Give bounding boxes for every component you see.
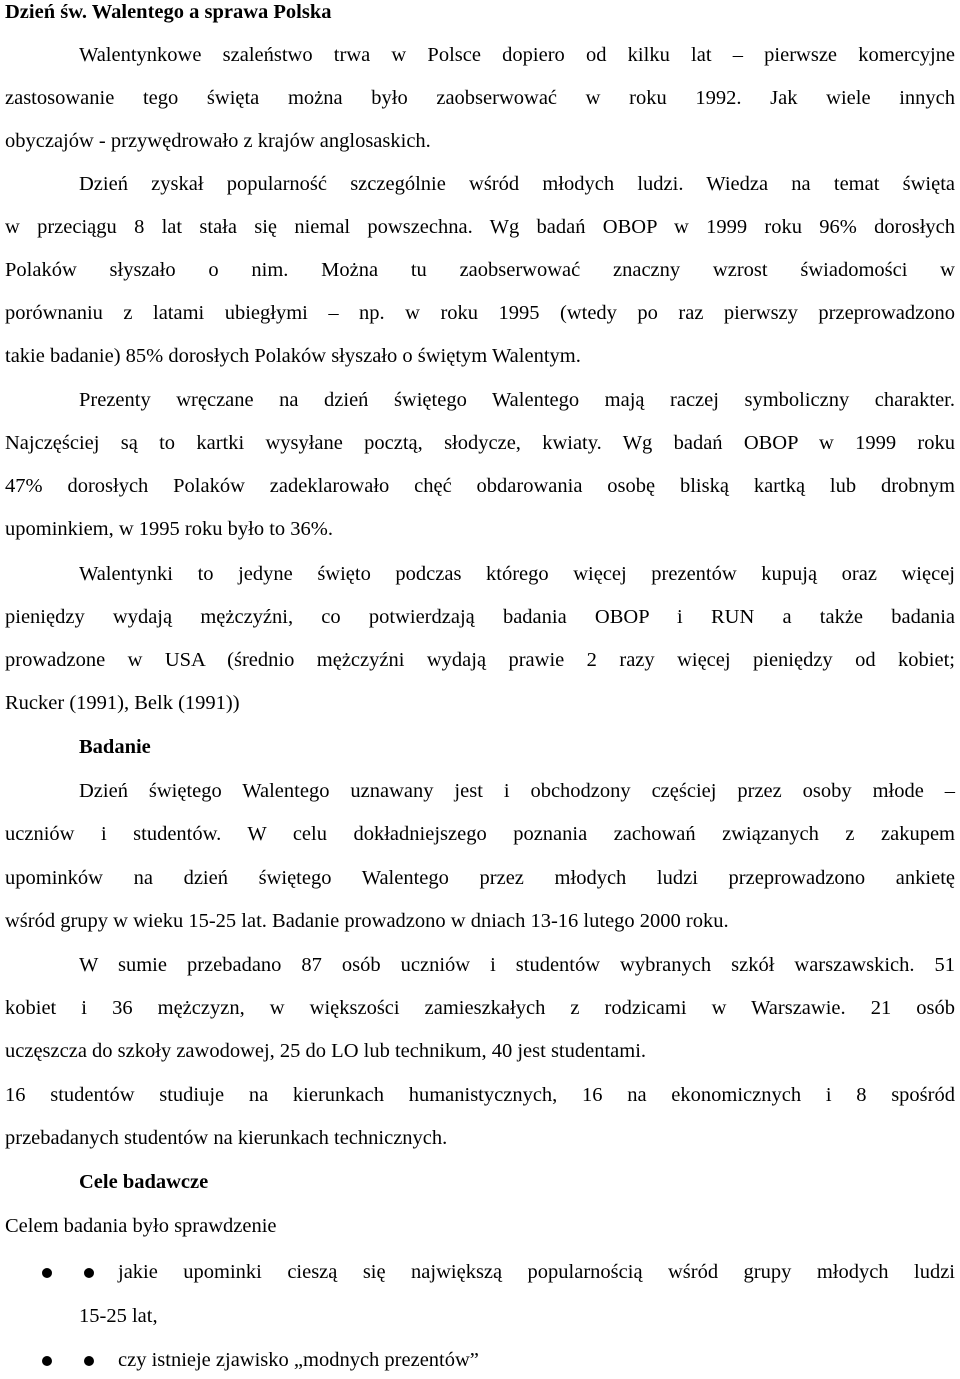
paragraph-line: 47% dorosłych Polaków zadeklarowało chęć obdarowania osobę bliską kartką lub drobnym bbox=[5, 475, 955, 497]
paragraph-line: obyczajów - przywędrowało z krajów anglosaskich. bbox=[5, 130, 431, 152]
paragraph-line: zastosowanie tego święta można było zaobserwować w roku 1992. Jak wiele innych bbox=[5, 87, 955, 109]
paragraph-line: Celem badania było sprawdzenie bbox=[5, 1215, 277, 1237]
bullet-dot-icon bbox=[84, 1356, 94, 1366]
paragraph-line: wśród grupy w wieku 15-25 lat. Badanie prowadzono w dniach 13-16 lutego 2000 roku. bbox=[5, 910, 729, 932]
bullet-item-line: czy istnieje zjawisko „modnych prezentów” bbox=[118, 1349, 479, 1371]
paragraph-line: Prezenty wręczane na dzień świętego Walentego mają raczej symboliczny charakter. bbox=[79, 389, 955, 411]
paragraph-line: uczęszcza do szkoły zawodowej, 25 do LO lub technikum, 40 jest studentami. bbox=[5, 1040, 647, 1062]
paragraph-line: takie badanie) 85% dorosłych Polaków słyszało o świętym Walentym. bbox=[5, 345, 581, 367]
paragraph-line: upominków na dzień świętego Walentego przez młodych ludzi przeprowadzono ankietę bbox=[5, 867, 955, 889]
bullet-item-line: jakie upominki cieszą się największą popularnością wśród grupy młodych ludzi bbox=[118, 1261, 955, 1283]
bullet-dot-icon bbox=[42, 1268, 52, 1278]
paragraph-line: Rucker (1991), Belk (1991)) bbox=[5, 692, 240, 714]
paragraph-line: W sumie przebadano 87 osób uczniów i studentów wybranych szkół warszawskich. 51 bbox=[79, 954, 955, 976]
paragraph-line: Polaków słyszało o nim. Można tu zaobserwować znaczny wzrost świadomości w bbox=[5, 259, 955, 281]
paragraph-line: Walentynkowe szaleństwo trwa w Polsce dopiero od kilku lat – pierwsze komercyjne bbox=[79, 44, 955, 66]
paragraph-line: w przeciągu 8 lat stała się niemal powszechna. Wg badań OBOP w 1999 roku 96% dorosłych bbox=[5, 216, 955, 238]
paragraph-line: Najczęściej są to kartki wysyłane pocztą, słodycze, kwiaty. Wg badań OBOP w 1999 roku bbox=[5, 432, 955, 454]
section-heading-cele-badawcze: Cele badawcze bbox=[79, 1171, 209, 1193]
bullet-dot-icon bbox=[84, 1268, 94, 1278]
paragraph-line: porównaniu z latami ubiegłymi – np. w roku 1995 (wtedy po raz pierwszy przeprowadzono bbox=[5, 302, 955, 324]
section-heading-badanie: Badanie bbox=[79, 736, 151, 758]
paragraph-line: uczniów i studentów. W celu dokładniejszego poznania zachowań związanych z zakupem bbox=[5, 823, 955, 845]
bullet-dot-icon bbox=[42, 1356, 52, 1366]
paragraph-line: upominkiem, w 1995 roku było to 36%. bbox=[5, 518, 333, 540]
paragraph-line: kobiet i 36 mężczyzn, w większości zamieszkałych z rodzicami w Warszawie. 21 osób bbox=[5, 997, 955, 1019]
paragraph-line: Walentynki to jedyne święto podczas którego więcej prezentów kupują oraz więcej bbox=[79, 563, 955, 585]
document-title: Dzień św. Walentego a sprawa Polska bbox=[5, 1, 332, 23]
paragraph-line: prowadzone w USA (średnio mężczyźni wydają prawie 2 razy więcej pieniędzy od kobiet; bbox=[5, 649, 955, 671]
paragraph-line: przebadanych studentów na kierunkach technicznych. bbox=[5, 1127, 448, 1149]
paragraph-line: 16 studentów studiuje na kierunkach humanistycznych, 16 na ekonomicznych i 8 spośród bbox=[5, 1084, 955, 1106]
bullet-item-line: 15-25 lat, bbox=[79, 1305, 158, 1327]
paragraph-line: Dzień świętego Walentego uznawany jest i obchodzony częściej przez osoby młode – bbox=[79, 780, 955, 802]
paragraph-line: Dzień zyskał popularność szczególnie wśród młodych ludzi. Wiedza na temat święta bbox=[79, 173, 955, 195]
paragraph-line: pieniędzy wydają mężczyźni, co potwierdzają badania OBOP i RUN a także badania bbox=[5, 606, 955, 628]
